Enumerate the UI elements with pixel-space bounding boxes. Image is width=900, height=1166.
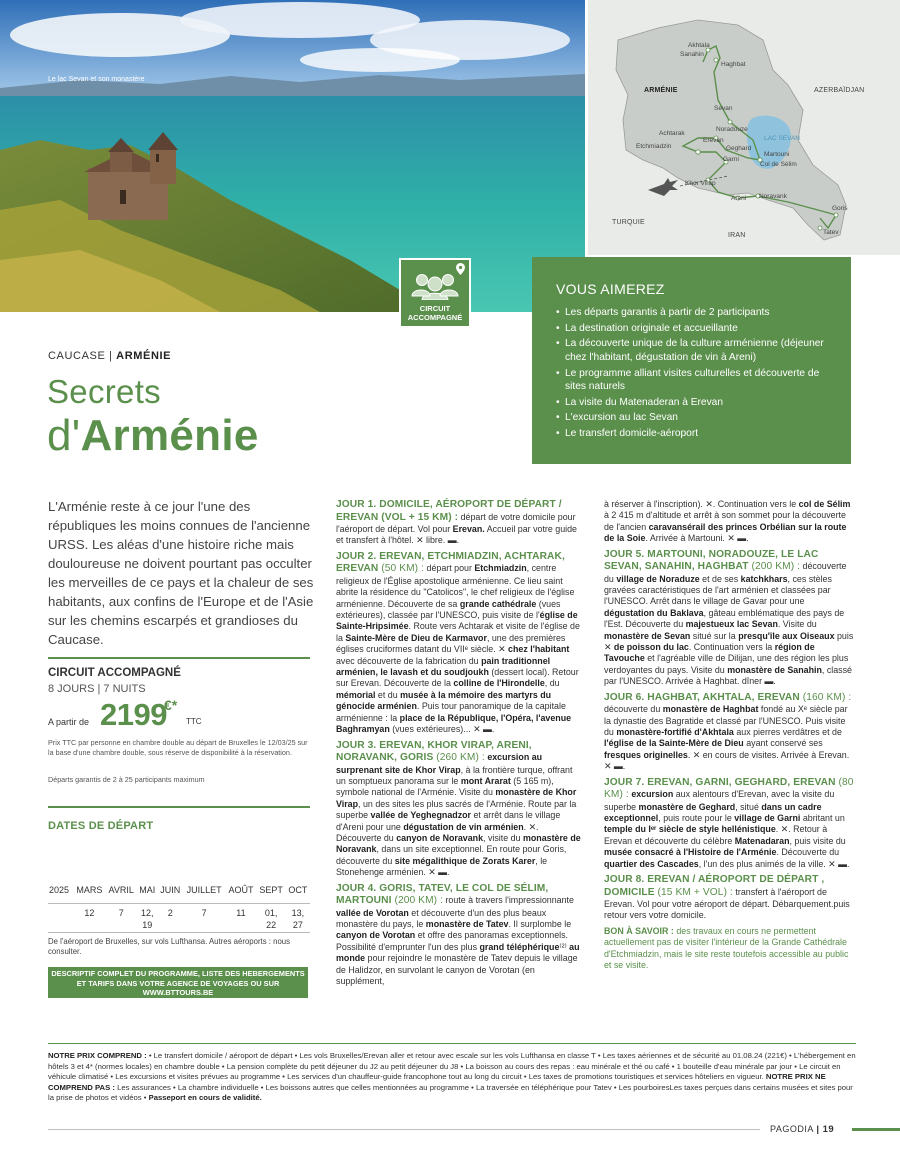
day-4-cont: à réserver à l'inscription). ✕. Continuation vers le col de Sélim à 2 415 m d'altitude et arrêt à son sommet pour la découverte de l'ancien caravansérail des princes Orbélian sur la route de la Soie. Arrivée à Martouni. ✕ ▬. <box>604 499 851 544</box>
day-title: JOUR 1. DOMICILE, AÉROPORT DE DÉPART / EREVAN (VOL + 15 KM) : <box>336 499 562 523</box>
map-label-achtarak: Achtarak <box>659 130 685 137</box>
circuit-badge <box>399 258 471 328</box>
page-footer: PAGODIA | 19 <box>770 1124 835 1135</box>
group-icon <box>410 270 460 300</box>
route-map <box>588 0 900 255</box>
price-conditions: NOTRE PRIX COMPREND : • Le transfert domicile / aéroport de départ • Les vols Bruxelles/Erevan aller et retour avec escale sur les vols Lufthansa en classe T • Les taxes aériennes et de sécurité au 01.08.24 (221€) • L'hébergement en hôtels 3 et 4* (normes locales) en chambre double • La pension complète du petit déjeuner du J2 au petit déjeuner du J8 • La boisson au cours des repas : eau minérale et thé ou café • 1 bouteille d'eau minérale par jour • Le circuit en véhicule climatisé • Les excursions et visites prévues au programme • Les services d'un chauffeur-guide francophone tout au long du circuit • Les taxes de promotions touristiques et services hôteliers en vigueur. NOTRE PRIX NE COMPREND PAS : Les assurances • La chambre individuelle • Les boissons autres que celles mentionnées au programme • La traversée en téléphérique pour Tatev • Les pourboiresLes taxes perçues dans certains musées et sites pour la prise de photos et vidéos • Passeport en cours de validité. <box>48 1051 856 1103</box>
day-2: JOUR 2. EREVAN, ETCHMIADZIN, ACHTARAK, EREVAN (50 KM) : départ pour Etchmiadzin, centre religieux de l'Église apostolique arménienne. Ce lieu saint abrite la résidence du "Catolicos", le chef religieux de l'église arménienne. Découverte de sa grande cathédrale (vues extérieures), classée par l'UNESCO, puis visite de l'église de Sainte-Hripsimée. Route vers Achtarak et visite de l'église de la Sainte-Mère de Dieu de Karmavor, une des premières églises cruciformes datant du VIIᵉ siècle. ✕ chez l'habitant avec découverte de la fabrication du pain traditionnel arménien, le lavash et du soudjoukh (dessert local). Retour sur Erevan. Découverte de la colline de l'Hirondelle, du mémorial et du musée à la mémoire des martyrs du génocide arménien. Puis tour panoramique de la capitale arménienne : la place de la République, l'Opéra, l'avenue Baghramyan (vues extérieures)... ✕ ▬. <box>336 550 580 735</box>
map-label-areni: Areni <box>731 195 747 202</box>
departure-dates-table <box>48 885 310 931</box>
dates-heading: DATES DE DÉPART <box>48 820 154 832</box>
price-value: 2199 <box>100 697 167 732</box>
map-label-armenia: ARMÉNIE <box>644 87 678 94</box>
day-4: JOUR 4. GORIS, TATEV, LE COL DE SÉLIM, MARTOUNI (200 KM) : route à travers l'impressionnante vallée de Vorotan et découverte d'un des plus beaux monastère du pays, le monastère de Tatev. Il surplombe le canyon de Vorotan et offre des panoramas exceptionnels. Possibilité d'emprunter l'un des plus grand téléphérique⁽²⁾ au monde pour rejoindre le monastère de Tatev depuis le village de Halidzor, en survolant le canyon de Vorotan (en supplément, <box>336 882 580 986</box>
intro-text: L'Arménie reste à ce jour l'une des républiques les moins connues de l'ancienne URSS. Les aléas d'une histoire riche mais douloureuse ne doivent pourtant pas occulter les merveilles de ce pays et la chaleur de ses habitants, aux confins de l'Europe et de l'Asie sur les chemins escarpés et grandioses du Caucase. <box>48 499 314 647</box>
day-title: JOUR 7. EREVAN, GARNI, GEGHARD, EREVAN (80 KM) : <box>604 776 854 801</box>
date-cell: 7 <box>201 907 207 918</box>
divider <box>48 1043 856 1044</box>
month-header: AOÛT <box>228 885 254 895</box>
price-prefix: A partir de <box>48 717 90 727</box>
day-1: JOUR 1. DOMICILE, AÉROPORT DE DÉPART / EREVAN (VOL + 15 KM) : départ de votre domicile pour l'aéroport de départ. Vol pour Erevan. Accueil par votre guide et transfert à l'hôtel. ✕ libre. ▬. <box>336 499 577 546</box>
map-label-col-de-selim: Col de Sélim <box>760 161 797 168</box>
hero-photo <box>0 0 585 312</box>
day-5: JOUR 5. MARTOUNI, NORADOUZE, LE LAC SEVAN, SANAHIN, HAGHBAT (200 KM) : découverte du village de Noraduze et de ses katchkhars, ces stèles gravées caractéristiques de l'art arménien et classées par l'UNESCO. Arrêt dans le village de Gavar pour une dégustation du Baklava, gâteau emblématique des pays de l'Est. Découverte du majestueux lac Sevan. Visite du monastère de Sevan situé sur la presqu'île aux Oiseaux puis ✕ de poisson du lac. Continuation vers la région de Tavouche et l'agréable ville de Dilijan, une des région les plus verdoyantes du pays. Visite du monastère de Sanahin, classé par l'UNESCO. Arrivée à Haghbat. dîner ▬. <box>604 548 854 687</box>
dates-note: De l'aéroport de Bruxelles, sur vols Lufthansa. Autres aéroports : nous consulter. <box>48 937 291 956</box>
day-title: JOUR 5. MARTOUNI, NORADOUZE, LE LAC SEVAN, SANAHIN, HAGHBAT (200 KM) : <box>604 548 819 573</box>
highlights-list <box>556 306 837 441</box>
day-title: JOUR 2. EREVAN, ETCHMIADZIN, ACHTARAK, EREVAN (50 KM) : <box>336 550 565 575</box>
month-header: MAI <box>139 885 156 895</box>
map-label-erevan: Erevan <box>703 137 724 144</box>
highlight-item: • La destination originale et accueillante <box>556 322 837 336</box>
date-cell: 7 <box>118 907 124 918</box>
highlight-item: • Les départs garantis à partir de 2 participants <box>556 306 837 320</box>
page-title-line1: Secrets <box>47 373 161 410</box>
day-title: JOUR 3. EREVAN, KHOR VIRAP, ARENI, NORAVANK, GORIS (260 KM) : <box>336 739 532 763</box>
month-header: AVRIL <box>108 885 134 895</box>
month-header: JUILLET <box>186 885 222 895</box>
page-title-line2: d'Arménie <box>47 411 259 460</box>
map-label-akhtala: Akhtala <box>688 42 710 49</box>
map-label-khor-virap: Khor Virap <box>685 180 716 187</box>
map-label-noravank: Noravank <box>759 193 787 200</box>
map-label-iran: IRAN <box>728 232 746 239</box>
highlights-title: VOUS AIMEREZ <box>556 281 665 297</box>
highlights-box <box>532 257 851 464</box>
price-currency: €* <box>164 697 178 713</box>
month-header: OCT <box>288 885 308 895</box>
divider <box>48 657 310 659</box>
circuit-heading: CIRCUIT ACCOMPAGNÉ <box>48 667 181 679</box>
good-to-know: BON À SAVOIR : des travaux en cours ne permettent actuellement pas de visiter l'intérieur de la Grande Cathédrale d'Etchmiadzin, mais le site reste toutefois accessible au public et se visite. <box>604 925 849 971</box>
date-cell: 01, 22 <box>264 907 278 930</box>
highlight-item: • La découverte unique de la culture arménienne (déjeuner chez l'habitant, dégustation de vin à Areni) <box>556 337 837 364</box>
map-label-goris: Goris <box>832 205 848 212</box>
highlight-item: • La visite du Matenaderan à Erevan <box>556 396 837 410</box>
price-note-participants: Départs garantis de 2 à 25 participants maximum <box>48 775 205 784</box>
day-8: JOUR 8. EREVAN / AÉROPORT DE DÉPART , DOMICILE (15 KM + VOL) : transfert à l'aéroport de Erevan. Vol pour votre aéroport de départ. Débarquement.puis retour vers votre domicile. <box>604 874 850 921</box>
map-label-garni: Garni <box>723 156 739 163</box>
highlight-item: • L'excursion au lac Sevan <box>556 411 837 425</box>
month-header: MARS <box>76 885 103 895</box>
day-title: JOUR 4. GORIS, TATEV, LE COL DE SÉLIM, MARTOUNI (200 KM) : <box>336 882 549 907</box>
day-title: JOUR 6. HAGHBAT, AKHTALA, EREVAN (160 KM) : <box>604 691 852 703</box>
map-label-lake-sevan: LAC SEVAN <box>764 135 801 142</box>
highlight-item: • Le transfert domicile-aéroport <box>556 427 837 441</box>
footer-rule <box>48 1129 760 1130</box>
day-title: JOUR 8. EREVAN / AÉROPORT DE DÉPART , DOMICILE (15 KM + VOL) : <box>604 874 825 898</box>
date-cell: 13, 27 <box>291 907 305 930</box>
breadcrumb: CAUCASE | ARMÉNIE <box>48 350 172 362</box>
map-label-haghbat: Haghbat <box>721 61 746 68</box>
footer-accent <box>852 1128 900 1131</box>
highlight-item: • Le programme alliant visites culturelles et découverte de sites naturels <box>556 367 837 394</box>
map-label-azerbaijan: AZERBAÏDJAN <box>814 87 865 94</box>
month-header: SEPT <box>259 885 283 895</box>
price-ttc: TTC <box>186 717 202 726</box>
map-label-martouni: Martouni <box>764 151 790 158</box>
itinerary-column-2 <box>604 499 854 976</box>
divider <box>48 932 310 933</box>
map-label-sanahin: Sanahin <box>680 51 704 58</box>
badge-label: CIRCUIT ACCOMPAGNÉ <box>407 304 463 322</box>
page-number: 19 <box>822 1124 835 1135</box>
day-3: JOUR 3. EREVAN, KHOR VIRAP, ARENI, NORAVANK, GORIS (260 KM) : excursion au surprenant site de Khor Virap, à la frontière turque, offrant un somptueux panorama sur le mont Ararat (5 165 m), symbole national de l'Arménie. Visite du monastère de Khor Virap, un des sites les plus sacrés de l'Arménie. Route par la superbe vallée de Yeghegnadzor et arrêt dans le village d'Areni pour une dégustation de vin arménien. ✕. Découverte du canyon de Noravank, visite du monastère de Noravank, dans un site exceptionnel. En route pour Goris, découverte du site mégalithique de Zorats Karer, le Stonehenge arménien. ✕ ▬. <box>336 739 581 878</box>
map-label-geghard: Geghard <box>726 145 752 152</box>
date-cell: 12, 19 <box>141 907 154 930</box>
dates-year: 2025 <box>49 885 70 895</box>
map-label-sevan: Sevan <box>714 105 733 112</box>
map-label-noradouze: Noradouze <box>716 126 748 133</box>
map-label-etchmiadzin: Etchmiadzin <box>636 143 672 150</box>
hero-caption: Le lac Sevan et son monastère <box>48 76 145 83</box>
price-note: Prix TTC par personne en chambre double au départ de Bruxelles le 12/03/25 sur la base d'une chambre double, sous réserve de disponibilité à la réservation. <box>48 738 308 757</box>
date-cell: 12 <box>84 907 95 918</box>
date-cell: 11 <box>236 907 246 918</box>
itinerary-column-1 <box>336 499 582 991</box>
circuit-duration: 8 JOURS | 7 NUITS <box>48 683 146 695</box>
month-header: JUIN <box>160 885 181 895</box>
map-label-tatev: Tatev <box>823 229 839 236</box>
brochure-cta[interactable]: DESCRIPTIF COMPLET DU PROGRAMME, LISTE DES HEBERGEMENTS ET TARIFS DANS VOTRE AGENCE DE VOYAGES OU SUR WWW.BTTOURS.BE <box>48 967 308 998</box>
divider <box>48 806 310 808</box>
day-6: JOUR 6. HAGHBAT, AKHTALA, EREVAN (160 KM) : découverte du monastère de Haghbat fondé au Xᵉ siècle par la dynastie des Bagratide et classé par l'UNESCO. Puis visite du monastère-fortifié d'Akhtala aux pierres verdâtres et de l'église de la Sainte-Mère de Dieu ayant conservé ses fresques originelles. ✕ en cours de visites. Arrivée à Erevan. ✕ ▬. <box>604 691 852 772</box>
date-cell: 2 <box>167 907 173 918</box>
day-7: JOUR 7. EREVAN, GARNI, GEGHARD, EREVAN (80 KM) : excursion aux alentours d'Erevan, avec la visite du superbe monastère de Geghard, situé dans un cadre exceptionnel, puis route pour le village de Garni abritant un temple du Iᵉʳ siècle de style hellénistique. ✕. Retour à Erevan et découverte du célèbre Matenadaran, puis visite du musée consacré à l'Histoire de l'Arménie. Découverte du quartier des Cascades, l'un des plus animés de la ville. ✕ ▬. <box>604 776 854 869</box>
map-label-turkey: TURQUIE <box>612 219 645 226</box>
